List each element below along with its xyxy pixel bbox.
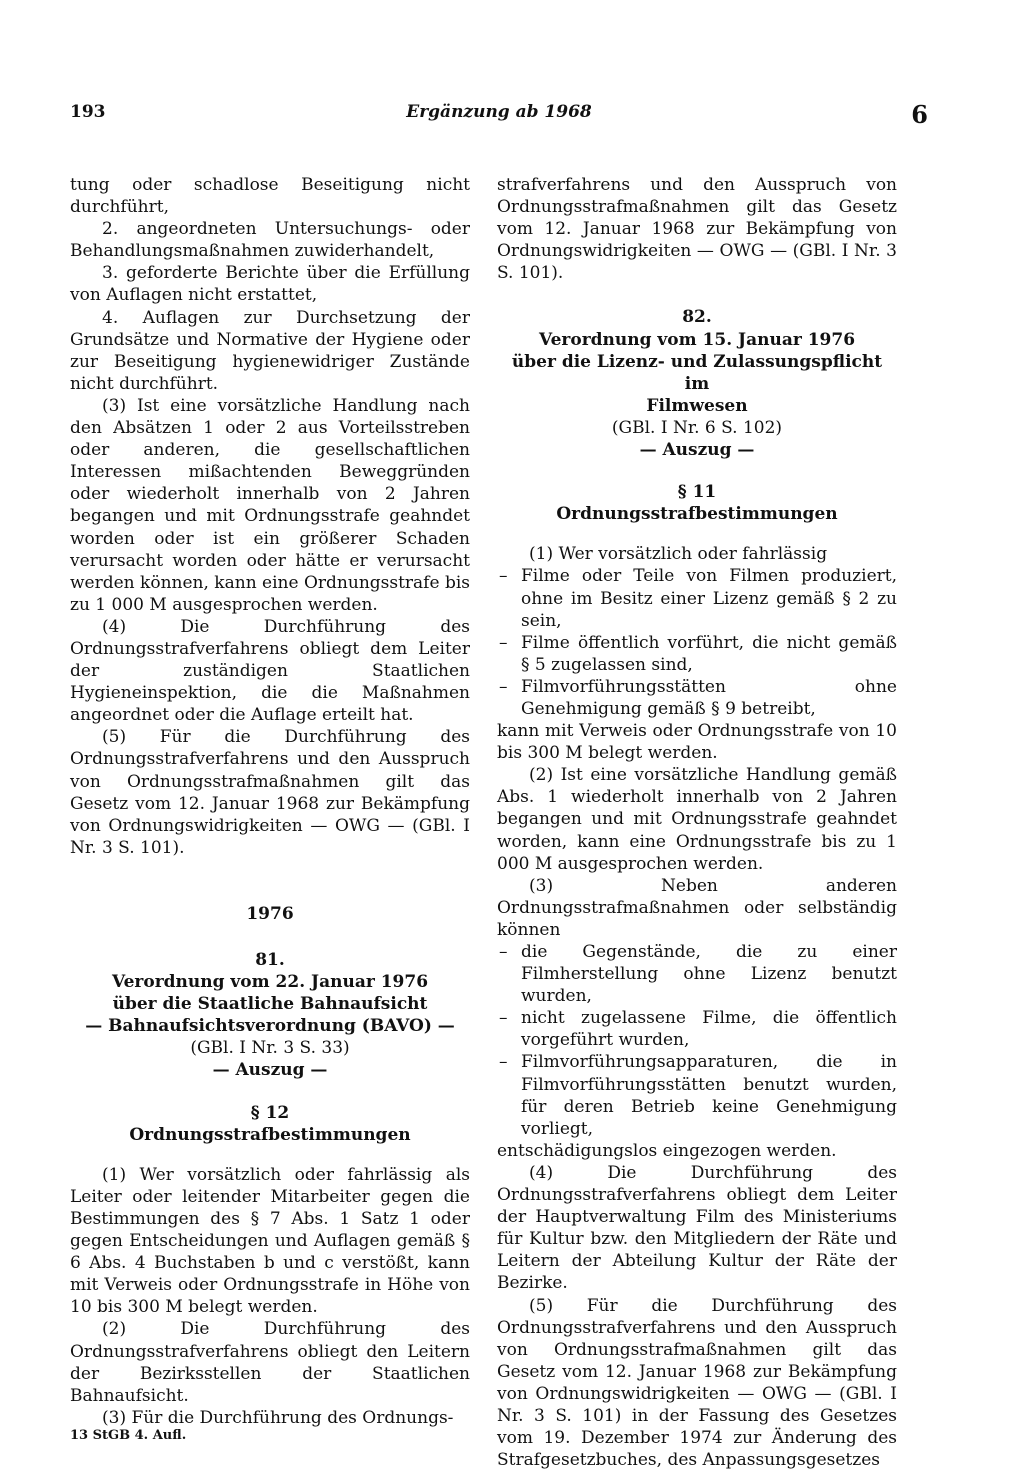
paragraph: (5) Für die Durchführung des Ordnungsstrafverfahrens und den Ausspruch von Ordnungsstrafmaßnahmen gilt das Gesetz vom 12. Januar 1968 zur Bekämpfung von Ordnungswidrigkeiten — OWG — (GBl. I Nr. 3 S. 101) in der Fassung des Gesetzes vom 19. Dezember 1974 zur Änderung des Strafgesetzbuches, des Anpassungsgesetzes <box>497 1295 897 1471</box>
paragraph: 3. geforderte Berichte über die Erfüllung von Auflagen nicht erstattet, <box>70 263 470 306</box>
running-title: Ergänzung ab 1968 <box>406 102 592 122</box>
printer-signature: 13 StGB 4. Aufl. <box>70 1428 187 1443</box>
paragraph-number: § 12 <box>250 1102 290 1123</box>
gazette-reference: (GBl. I Nr. 3 S. 33) <box>190 1038 350 1059</box>
paragraph: (4) Die Durchführung des Ordnungsstrafverfahrens obliegt dem Leiter der zuständigen Staatlichen Hygieneinspektion, die die Maßnahmen angeordnet oder die Auflage erteilt hat. <box>70 616 470 726</box>
decree-title-line: — Bahnaufsichtsverordnung (BAVO) — <box>85 1016 455 1037</box>
running-header <box>70 102 928 132</box>
paragraph-number: § 11 <box>677 482 717 503</box>
page-number: 193 <box>70 102 106 122</box>
paragraph: (3) Neben anderen Ordnungsstrafmaßnahmen oder selbständig können <box>497 875 897 940</box>
item-number: 81. <box>255 950 285 970</box>
list-item: – die Gegenstände, die zu einer Filmherstellung ohne Lizenz benutzt wurden, <box>497 941 897 1007</box>
year-heading: 1976 <box>246 903 294 924</box>
left-column <box>70 174 470 1429</box>
decree-title-line: über die Staatliche Bahnaufsicht <box>112 994 428 1015</box>
paragraph: 4. Auflagen zur Durchsetzung der Grundsätze und Normative der Hygiene oder zur Beseitigung hygienewidriger Zustände nicht durchführt. <box>70 307 470 394</box>
list-item: – Filmvorführungsapparaturen, die in Filmvorführungsstätten benutzt wurden, für deren Betrieb keine Genehmigung vorliegt, <box>497 1051 897 1139</box>
paragraph-title: Ordnungsstrafbestimmungen <box>556 504 838 525</box>
paragraph: entschädigungslos eingezogen werden. <box>497 1140 837 1161</box>
confiscation-list <box>497 941 897 1140</box>
paragraph: (2) Die Durchführung des Ordnungsstrafverfahrens obliegt den Leitern der Bezirksstellen der Staatlichen Bahnaufsicht. <box>70 1319 470 1406</box>
paragraph: kann mit Verweis oder Ordnungsstrafe von 10 bis 300 M belegt werden. <box>497 721 897 764</box>
decree-title-line: Verordnung vom 22. Januar 1976 <box>111 972 429 993</box>
paragraph: (5) Für die Durchführung des Ordnungsstrafverfahrens und den Ausspruch von Ordnungsstrafmaßnahmen gilt das Gesetz vom 12. Januar 1968 zur Bekämpfung von Ordnungswidrigkeiten — OWG — (GBl. I Nr. 3 S. 101). <box>70 727 470 858</box>
violation-list <box>497 565 897 720</box>
decree-title-line: über die Lizenz- und Zulassungspflicht im <box>511 351 883 394</box>
paragraph: (3) Ist eine vorsätzliche Handlung nach den Absätzen 1 oder 2 aus Vorteilsstreben oder anderen, die gesellschaftlichen Interessen mißachtenden Beweggründen oder wiederholt innerhalb von 2 Jahren begangen und mit Ordnungsstrafe geahndet worden oder ist ein größerer Schaden verursacht worden oder hätte er verursacht werden können, kann eine Ordnungsstrafe bis zu 1 000 M ausgesprochen werden. <box>70 395 470 615</box>
excerpt-label: — Auszug — <box>639 440 755 461</box>
paragraph: strafverfahrens und den Ausspruch von Ordnungsstrafmaßnahmen gilt das Gesetz vom 12. Januar 1968 zur Bekämpfung von Ordnungswidrigkeiten — OWG — (GBl. I Nr. 3 S. 101). <box>497 175 897 284</box>
paragraph: tung oder schadlose Beseitigung nicht durchführt, <box>70 175 470 218</box>
decree-title-line: Filmwesen <box>646 395 748 416</box>
list-item: – Filme öffentlich vorführt, die nicht gemäß § 5 zugelassen sind, <box>497 632 897 676</box>
decree-title-line: Verordnung vom 15. Januar 1976 <box>538 329 856 350</box>
paragraph-title: Ordnungsstrafbestimmungen <box>129 1124 411 1145</box>
section-number: 6 <box>911 100 928 129</box>
item-number: 82. <box>682 307 712 328</box>
paragraph: (3) Für die Durchführung des Ordnungs- <box>102 1407 454 1428</box>
paragraph: (2) Ist eine vorsätzliche Handlung gemäß Abs. 1 wiederholt innerhalb von 2 Jahren begangen und mit Ordnungsstrafe geahndet worden, kann eine Ordnungsstrafe bis zu 1 000 M ausgesprochen werden. <box>497 765 897 874</box>
paragraph: (1) Wer vorsätzlich oder fahrlässig als Leiter oder leitender Mitarbeiter gegen die Bestimmungen des § 7 Abs. 1 Satz 1 oder gegen Entscheidungen und Auflagen gemäß § 6 Abs. 4 Buchstaben b und c verstößt, kann mit Verweis oder Ordnungsstrafe in Höhe von 10 bis 300 M belegt werden. <box>70 1164 470 1318</box>
list-item: – Filmvorführungsstätten ohne Genehmigung gemäß § 9 betreibt, <box>497 676 897 720</box>
list-item: – Filme oder Teile von Filmen produziert, ohne im Besitz einer Lizenz gemäß § 2 zu sein, <box>497 565 897 631</box>
paragraph: (4) Die Durchführung des Ordnungsstrafverfahrens obliegt dem Leiter der Hauptverwaltung Film des Ministeriums für Kultur bzw. den Mitgliedern der Räte und Leitern der Abteilung Kultur der Räte der Bezirke. <box>497 1162 897 1294</box>
paragraph: (1) Wer vorsätzlich oder fahrlässig <box>529 544 828 565</box>
excerpt-label: — Auszug — <box>212 1060 328 1081</box>
right-column <box>497 174 897 1471</box>
paragraph: 2. angeordneten Untersuchungs- oder Behandlungsmaßnahmen zuwiderhandelt, <box>70 219 470 262</box>
gazette-reference: (GBl. I Nr. 6 S. 102) <box>611 417 783 438</box>
list-item: – nicht zugelassene Filme, die öffentlich vorgeführt wurden, <box>497 1007 897 1051</box>
